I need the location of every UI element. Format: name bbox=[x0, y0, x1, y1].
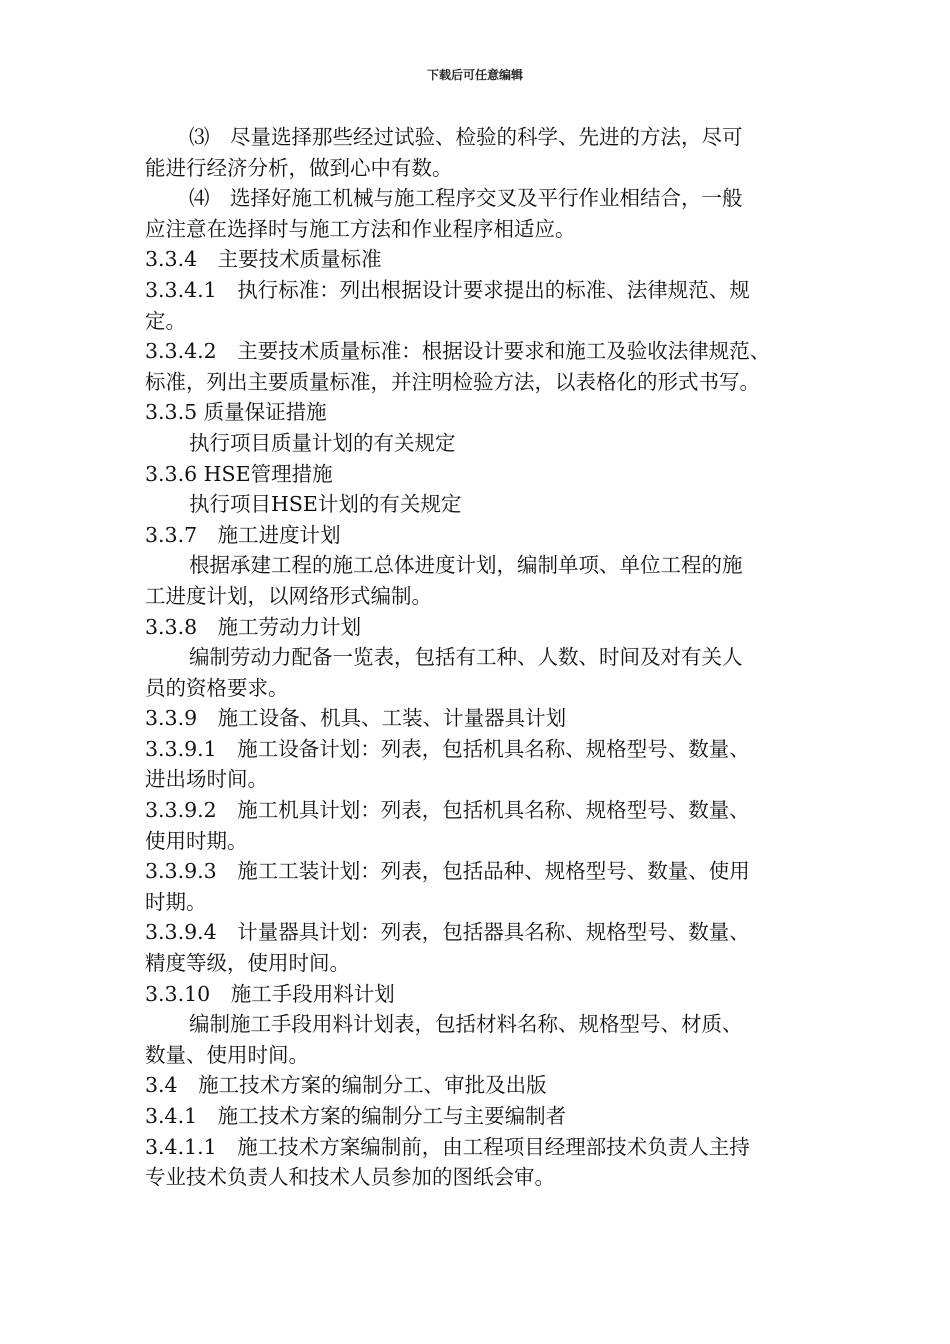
text-line: 能进行经济分析，做到心中有数。 bbox=[145, 155, 453, 180]
section-heading: 3.3.10 施工手段用料计划 bbox=[145, 981, 395, 1006]
page-header: 下载后可任意编辑 bbox=[426, 68, 523, 82]
text-line: 执行项目质量计划的有关规定 bbox=[189, 430, 456, 455]
text-line: 专业技术负责人和技术人员参加的图纸会审。 bbox=[145, 1165, 555, 1190]
section-heading: 3.4.1 施工技术方案的编制分工与主要编制者 bbox=[145, 1104, 567, 1128]
section-heading: 3.3.4 主要技术质量标准 bbox=[145, 247, 382, 272]
text-line: 应注意在选择时与施工方法和作业程序相适应。 bbox=[145, 216, 576, 241]
text-line: 执行项目HSE计划的有关规定 bbox=[189, 492, 462, 517]
text-line: 根据承建工程的施工总体进度计划，编制单项、单位工程的施 bbox=[189, 553, 743, 578]
document-body bbox=[145, 122, 825, 1193]
section-heading: 3.4 施工技术方案的编制分工、审批及出版 bbox=[145, 1073, 547, 1098]
section-heading: 3.3.5 质量保证措施 bbox=[145, 400, 327, 425]
text-line: 时期。 bbox=[145, 889, 207, 914]
text-line: ⑶ 尽量选择那些经过试验、检验的科学、先进的方法，尽可 bbox=[189, 125, 743, 149]
text-line: 数量、使用时间。 bbox=[145, 1042, 309, 1067]
section-heading: 3.3.9 施工设备、机具、工装、计量器具计划 bbox=[145, 706, 567, 731]
text-line: 3.3.4.1 执行标准：列出根据设计要求提出的标准、法律规范、规 bbox=[145, 277, 750, 302]
text-line: 进出场时间。 bbox=[145, 767, 268, 792]
text-line: 3.3.9.4 计量器具计划：列表，包括器具名称、规格型号、数量、 bbox=[145, 920, 750, 945]
text-line: ⑷ 选择好施工机械与施工程序交叉及平行作业相结合，一般 bbox=[189, 186, 743, 211]
text-line: 3.4.1.1 施工技术方案编制前，由工程项目经理部技术负责人主持 bbox=[145, 1134, 750, 1159]
text-line: 精度等级，使用时间。 bbox=[145, 951, 350, 976]
text-line: 定。 bbox=[145, 308, 186, 333]
text-line: 3.3.9.1 施工设备计划：列表，包括机具名称、规格型号、数量、 bbox=[145, 736, 750, 761]
section-heading: 3.3.6 HSE管理措施 bbox=[145, 461, 333, 486]
text-line: 编制劳动力配备一览表，包括有工种、人数、时间及对有关人 bbox=[189, 645, 743, 670]
text-line: 工进度计划，以网络形式编制。 bbox=[145, 583, 432, 608]
section-heading: 3.3.8 施工劳动力计划 bbox=[145, 614, 362, 639]
text-line: 标准，列出主要质量标准，并注明检验方法，以表格化的形式书写。 bbox=[145, 369, 760, 394]
text-line: 使用时期。 bbox=[145, 828, 248, 853]
text-line: 3.3.9.2 施工机具计划：列表，包括机具名称、规格型号、数量、 bbox=[145, 798, 750, 823]
text-line: 3.3.9.3 施工工装计划：列表，包括品种、规格型号、数量、使用 bbox=[145, 859, 750, 884]
text-line: 编制施工手段用料计划表，包括材料名称、规格型号、材质、 bbox=[189, 1012, 743, 1037]
section-heading: 3.3.7 施工进度计划 bbox=[145, 522, 341, 547]
text-line: 3.3.4.2 主要技术质量标准：根据设计要求和施工及验收法律规范、 bbox=[145, 339, 771, 364]
text-line: 员的资格要求。 bbox=[145, 675, 289, 700]
